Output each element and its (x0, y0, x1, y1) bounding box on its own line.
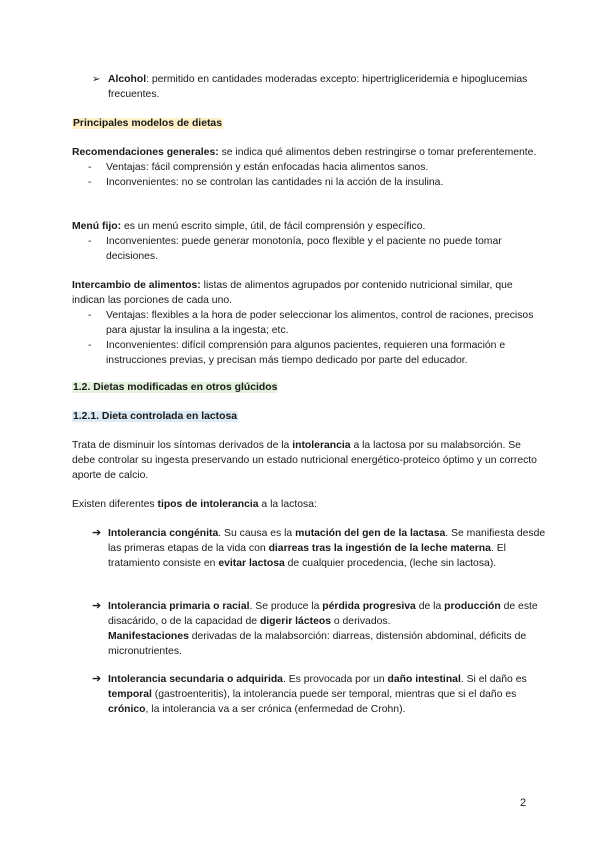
intro-bold: intolerancia (292, 440, 351, 451)
intro-text: Trata de disminuir los síntomas derivados de la (72, 440, 293, 451)
dash-marker: - (88, 177, 92, 188)
menu-fijo-term: Menú fijo: (72, 221, 122, 232)
intercambio-term: Intercambio de alimentos: (72, 280, 201, 291)
recomendaciones-text: se indica qué alimentos deben restringirse o tomar preferentemente. (218, 147, 537, 158)
primaria-text: derivadas de la malabsorción: diarreas, distensión abdominal, déficits de micronutrientes. (108, 631, 527, 657)
primaria-bold: Intolerancia primaria o racial (108, 601, 250, 612)
list-item-text: Inconvenientes: puede generar monotonía, poco flexible y el paciente no puede tomar decisiones. (106, 236, 502, 262)
list-item (88, 175, 546, 190)
congenita-text: . El tratamiento consiste en (108, 543, 506, 569)
congenita-bold: diarreas tras la ingestión de la leche materna (268, 543, 491, 554)
congenita-bold: mutación del gen de la lactasa (295, 528, 446, 539)
congenita-text: de cualquier procedencia, (leche sin lactosa). (284, 558, 497, 569)
intercambio-text: listas de alimentos agrupados por contenido nutricional similar, que indican las porciones de cada uno. (72, 280, 513, 306)
secundaria-bold: daño intestinal (387, 674, 461, 685)
menu-fijo-block (72, 219, 546, 264)
list-item (88, 308, 546, 338)
tipos-paragraph (72, 497, 546, 512)
menu-fijo-text: es un menú escrito simple, útil, de fácil comprensión y específico. (121, 221, 426, 232)
dash-marker: - (88, 162, 92, 173)
congenita-item (92, 526, 546, 571)
list-item (88, 338, 546, 368)
recomendaciones-term: Recomendaciones generales: (72, 147, 219, 158)
section-1-2-heading (72, 380, 546, 395)
dash-marker: - (88, 236, 92, 247)
secundaria-bold: crónico (108, 704, 146, 715)
models-heading-text: Principales modelos de dietas (73, 118, 222, 129)
secundaria-text: . Si el daño es (460, 674, 527, 685)
intercambio-list (88, 308, 546, 368)
congenita-bold: evitar lactosa (218, 558, 285, 569)
congenita-bold: Intolerancia congénita (108, 528, 219, 539)
secundaria-text: . Es provocada por un (282, 674, 388, 685)
primaria-text: de este disacárido, o de la capacidad de (108, 601, 538, 627)
primaria-item (92, 599, 546, 659)
secundaria-text: (gastroenteritis), la intolerancia puede ser temporal, mientras que si el daño es (151, 689, 517, 700)
primaria-text: o derivados. (330, 616, 391, 627)
arrow-right-icon: ➔ (92, 600, 102, 612)
recomendaciones-list (88, 160, 546, 190)
menu-fijo-list (88, 234, 546, 264)
tipos-bold: tipos de intolerancia (157, 499, 259, 510)
list-item-text: Inconvenientes: difícil comprensión para algunos pacientes, requieren una formación e instrucciones previas, y precisan más tiempo dedicado por parte del educador. (106, 340, 506, 366)
tipos-text: a la lactosa: (258, 499, 317, 510)
page-number: 2 (520, 797, 527, 809)
secundaria-bold: temporal (108, 689, 152, 700)
secundaria-bold: Intolerancia secundaria o adquirida (108, 674, 283, 685)
alcohol-term: Alcohol (108, 74, 147, 85)
triangle-bullet-icon: ➢ (92, 74, 101, 85)
section-1-2-1-heading-text: 1.2.1. Dieta controlada en lactosa (73, 411, 238, 422)
primaria-bold: digerir lácteos (259, 616, 331, 627)
list-item-text: Ventajas: flexibles a la hora de poder seleccionar los alimentos, control de raciones, precisos para ajustar la insulina a la ingesta; etc. (106, 310, 534, 336)
intro-paragraph (72, 438, 546, 483)
list-item-text: Ventajas: fácil comprensión y están enfocadas hacia alimentos sanos. (106, 162, 429, 173)
congenita-text: . Se manifiesta desde las primeras etapas de la vida con (108, 528, 546, 554)
intro-text: a la lactosa por su malabsorción. Se debe controlar su ingesta preservando un estado nutricional energético-proteico óptimo y un correcto aporte de calcio. (72, 440, 537, 481)
arrow-right-icon: ➔ (92, 673, 102, 685)
arrow-right-icon: ➔ (92, 527, 102, 539)
list-item-text: Inconvenientes: no se controlan las cantidades ni la acción de la insulina. (106, 177, 444, 188)
primaria-bold: Manifestaciones (108, 631, 189, 642)
primaria-text: . Se produce la (249, 601, 323, 612)
alcohol-bullet (92, 72, 546, 102)
intercambio-block (72, 278, 546, 368)
list-item (88, 234, 546, 264)
dash-marker: - (88, 310, 92, 321)
alcohol-text: : permitido en cantidades moderadas excepto: hipertrigliceridemia e hipoglucemias frecuentes. (108, 74, 528, 100)
list-item (88, 160, 546, 175)
primaria-bold: pérdida progresiva (322, 601, 416, 612)
secundaria-text: , la intolerancia va a ser crónica (enfermedad de Crohn). (145, 704, 406, 715)
tipos-text: Existen diferentes (72, 499, 158, 510)
primaria-bold: producción (444, 601, 501, 612)
secundaria-item (92, 672, 546, 717)
recomendaciones-block (72, 145, 546, 190)
section-1-2-heading-text: 1.2. Dietas modificadas en otros glúcidos (73, 382, 278, 393)
primaria-text: de la (415, 601, 445, 612)
dash-marker: - (88, 340, 92, 351)
section-1-2-1-heading (72, 409, 546, 424)
models-heading (72, 116, 546, 131)
congenita-text: . Su causa es la (218, 528, 296, 539)
